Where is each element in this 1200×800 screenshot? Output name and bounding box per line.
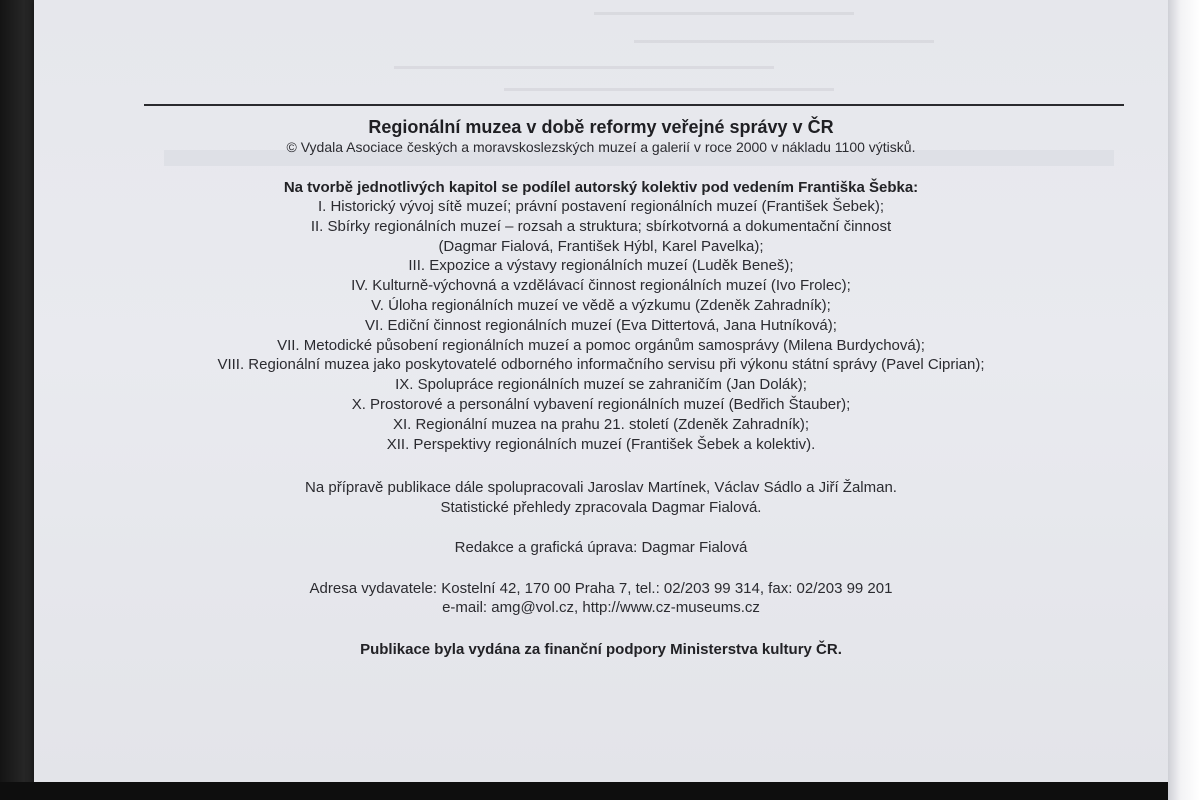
chapter-item: V. Úloha regionálních muzeí ve vědě a výzkumu (Zdeněk Zahradník); bbox=[371, 296, 831, 314]
publisher-line: © Vydala Asociace českých a moravskoslezských muzeí a galerií v roce 2000 v nákladu 1100 výtisků. bbox=[286, 139, 916, 155]
chapter-item: (Dagmar Fialová, František Hýbl, Karel Pavelka); bbox=[438, 237, 764, 255]
publication-title: Regionální muzea v době reformy veřejné správy v ČR bbox=[368, 117, 834, 137]
chapter-item: VII. Metodické působení regionálních muzeí a pomoc orgánům samosprávy (Milena Burdychová); bbox=[277, 336, 925, 354]
document-page bbox=[34, 0, 1168, 782]
header-rule bbox=[144, 104, 1124, 106]
address-line: Adresa vydavatele: Kostelní 42, 170 00 Praha 7, tel.: 02/203 99 314, fax: 02/203 99 201 bbox=[309, 579, 893, 597]
funding-note: Publikace byla vydána za finanční podpory Ministerstva kultury ČR. bbox=[360, 640, 842, 658]
chapter-list bbox=[34, 197, 1168, 454]
imprint-block bbox=[34, 116, 1168, 660]
chapter-item: II. Sbírky regionálních muzeí – rozsah a struktura; sbírkotvorná a dokumentační činnost bbox=[310, 217, 892, 235]
chapter-item: X. Prostorové a personální vybavení regionálních muzeí (Bedřich Štauber); bbox=[351, 395, 851, 413]
chapter-item: VIII. Regionální muzea jako poskytovatelé odborného informačního servisu při výkonu státní správy (Pavel Ciprian); bbox=[217, 356, 985, 374]
contributors-line: Na přípravě publikace dále spolupracovali Jaroslav Martínek, Václav Sádlo a Jiří Žalman. bbox=[305, 479, 897, 497]
chapter-item: VI. Ediční činnost regionálních muzeí (Eva Dittertová, Jana Hutníková); bbox=[365, 316, 837, 334]
chapter-item: XII. Perspektivy regionálních muzeí (František Šebek a kolektiv). bbox=[386, 435, 816, 453]
editing-line: Redakce a grafická úprava: Dagmar Fialová bbox=[454, 539, 748, 557]
chapter-item: III. Expozice a výstavy regionálních muzeí (Luděk Beneš); bbox=[408, 257, 794, 275]
chapter-item: XI. Regionální muzea na prahu 21. století (Zdeněk Zahradník); bbox=[392, 415, 810, 433]
show-through-line bbox=[394, 66, 774, 69]
adjacent-page-edge bbox=[1168, 0, 1200, 800]
authors-heading: Na tvorbě jednotlivých kapitol se podílel autorský kolektiv pod vedením Františka Šebka: bbox=[283, 179, 919, 196]
chapter-item: IV. Kulturně-výchovná a vzdělávací činnost regionálních muzeí (Ivo Frolec); bbox=[351, 277, 851, 295]
show-through-line bbox=[504, 88, 834, 91]
page-shadow bbox=[0, 782, 1168, 800]
chapter-item: I. Historický vývoj sítě muzeí; právní postavení regionálních muzeí (František Šebek); bbox=[317, 198, 885, 215]
show-through-line bbox=[634, 40, 934, 43]
statistics-line: Statistické přehledy zpracovala Dagmar Fialová. bbox=[440, 498, 762, 516]
show-through-line bbox=[594, 12, 854, 15]
contact-line: e-mail: amg@vol.cz, http://www.cz-museums.cz bbox=[442, 599, 760, 617]
chapter-item: IX. Spolupráce regionálních muzeí se zahraničím (Jan Dolák); bbox=[395, 376, 807, 394]
